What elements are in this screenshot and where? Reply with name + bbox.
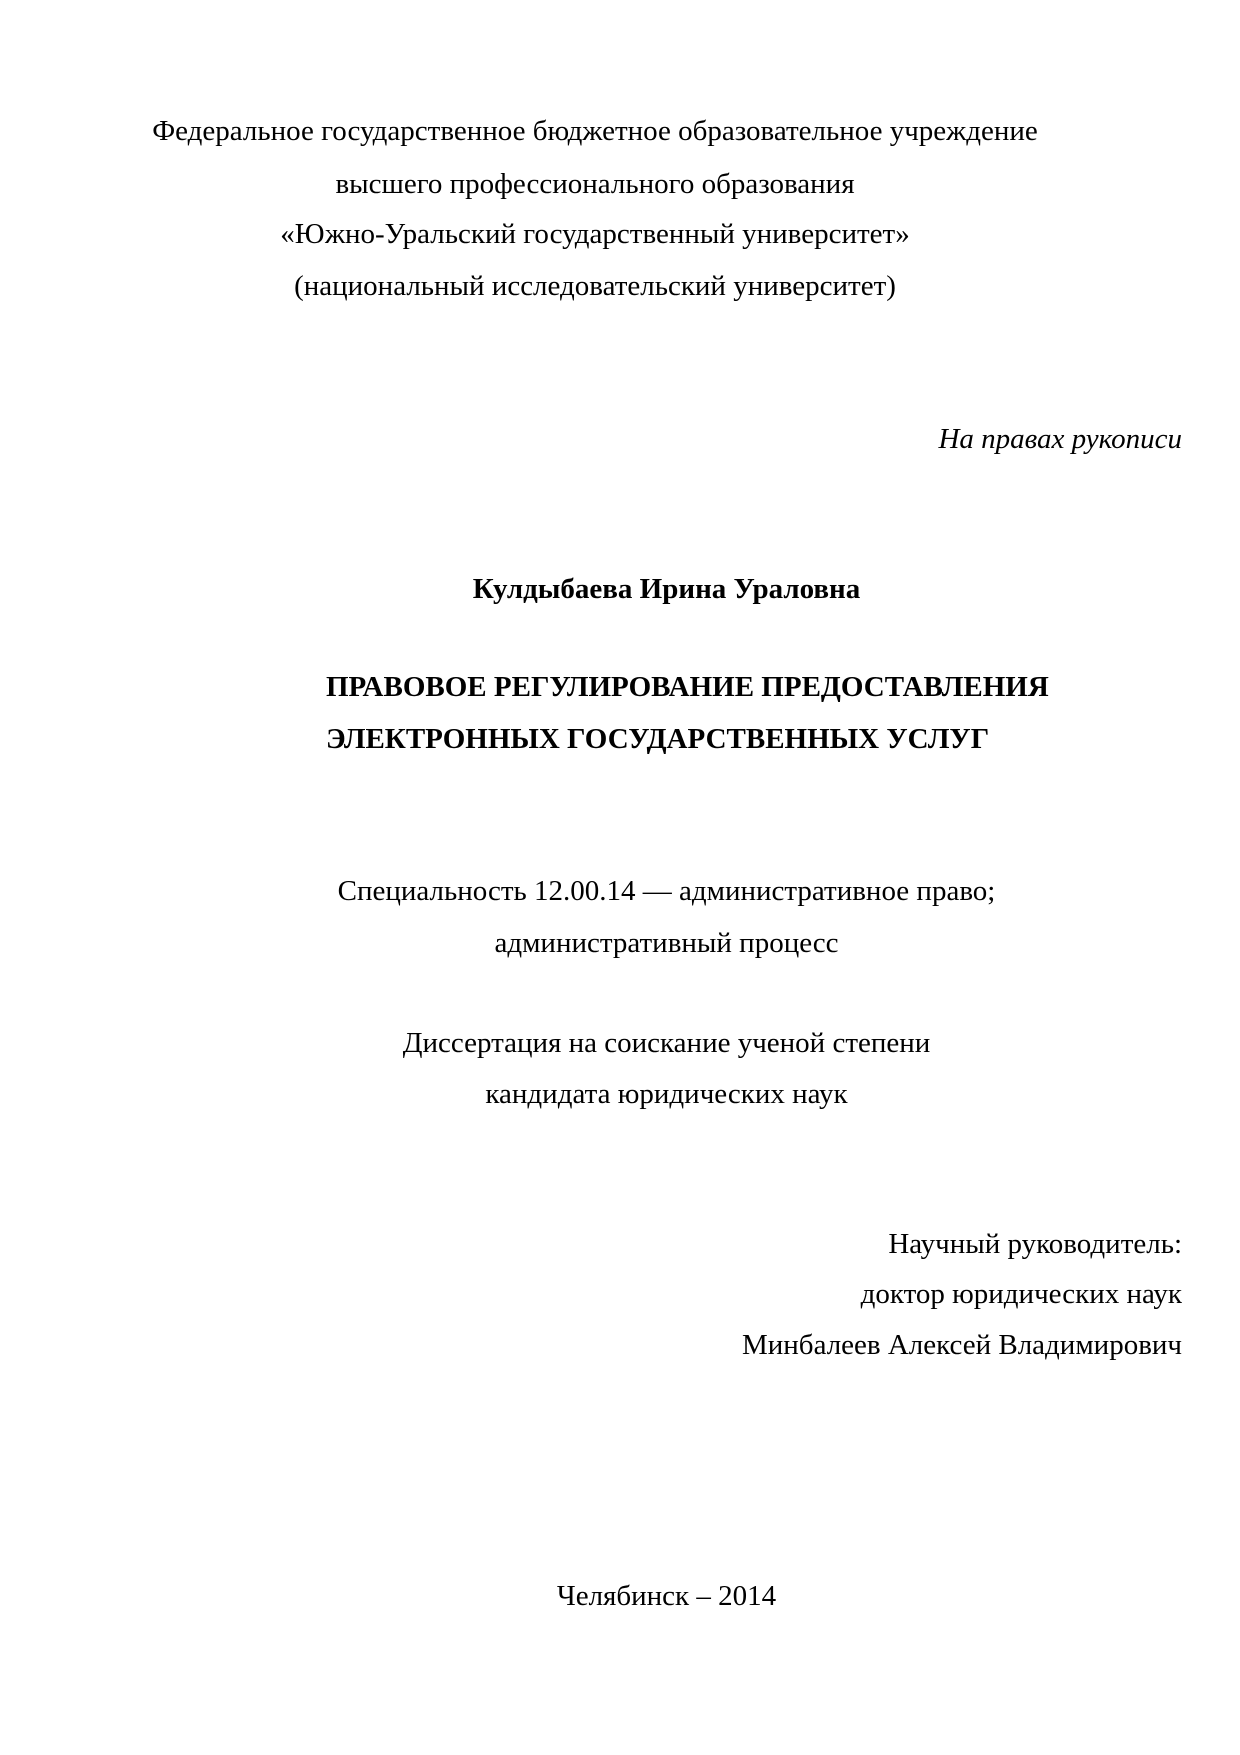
specialty-line-1: Специальность 12.00.14 — административное право; <box>337 875 996 907</box>
specialty-line-2: административный процесс <box>494 927 839 959</box>
degree-line-1: Диссертация на соискание ученой степени <box>402 1027 931 1059</box>
institution-line-3: «Южно-Уральский государственный университет» <box>280 218 910 250</box>
institution-line-2: высшего профессионального образования <box>335 168 855 200</box>
dissertation-title-line-1: ПРАВОВОЕ РЕГУЛИРОВАНИЕ ПРЕДОСТАВЛЕНИЯ <box>326 671 1049 703</box>
author-name: Кулдыбаева Ирина Ураловна <box>472 573 861 605</box>
supervisor-name: Минбалеев Алексей Владимирович <box>741 1329 1182 1361</box>
city-year: Челябинск – 2014 <box>556 1580 777 1612</box>
manuscript-note: На правах рукописи <box>938 423 1182 455</box>
supervisor-label: Научный руководитель: <box>888 1228 1182 1260</box>
institution-line-1: Федеральное государственное бюджетное образовательное учреждение <box>152 115 1038 147</box>
dissertation-title-line-2: ЭЛЕКТРОННЫХ ГОСУДАРСТВЕННЫХ УСЛУГ <box>326 723 990 755</box>
institution-line-4: (национальный исследовательский университет) <box>294 270 896 302</box>
supervisor-degree: доктор юридических наук <box>860 1278 1182 1310</box>
degree-line-2: кандидата юридических наук <box>485 1078 848 1110</box>
